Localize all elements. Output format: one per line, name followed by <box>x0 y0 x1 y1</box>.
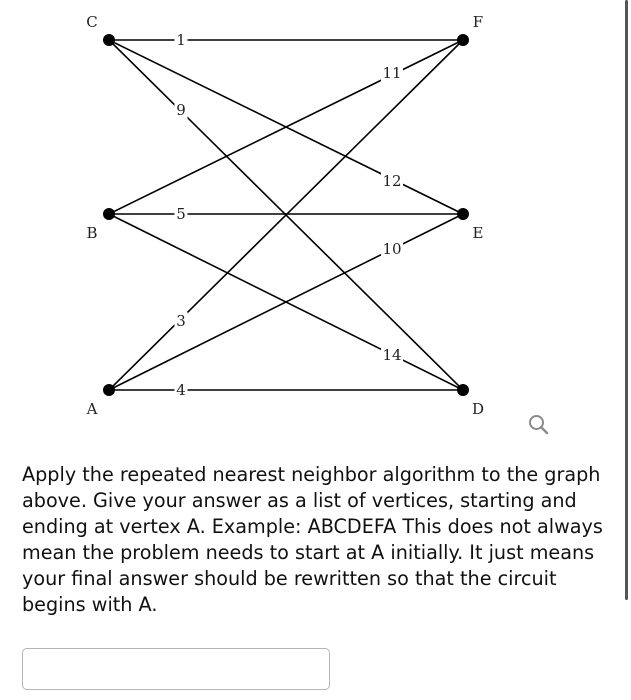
question-text: Apply the repeated nearest neighbor algorithm to the graph above. Give your answer as a list of vertices, starting and ending at vertex A. Example: ABCDEFA This does not always mean the problem needs to start at A initially. It just means your final answer should be rewritten so that the circuit begins with A. <box>22 463 603 616</box>
vertex-b <box>103 208 115 220</box>
weight-label-b-f: 11 <box>382 64 402 82</box>
vertex-label-e: E <box>472 224 484 242</box>
vertex-a <box>103 384 115 396</box>
vertex-label-a: A <box>86 400 98 418</box>
weight-label-a-f: 3 <box>176 312 186 330</box>
vertex-label-d: D <box>471 400 485 418</box>
weight-label-b-e: 5 <box>176 205 186 223</box>
weight-label-c-f: 1 <box>176 31 186 49</box>
weight-label-a-e: 10 <box>382 240 402 258</box>
vertex-label-c: C <box>86 13 98 31</box>
vertex-c <box>103 34 115 46</box>
weight-label-c-d: 9 <box>176 101 186 119</box>
magnifier-icon[interactable] <box>526 412 552 438</box>
vertex-label-b: B <box>86 224 98 242</box>
vertex-f <box>457 34 469 46</box>
edges <box>109 40 463 390</box>
vertex-label-f: F <box>472 13 484 31</box>
weight-label-a-d: 4 <box>176 381 186 399</box>
weight-label-b-d: 14 <box>382 346 402 364</box>
weight-label-c-e: 12 <box>382 172 402 190</box>
vertex-d <box>457 384 469 396</box>
answer-input[interactable] <box>22 648 330 690</box>
scrollbar[interactable] <box>625 0 628 600</box>
vertex-e <box>457 208 469 220</box>
